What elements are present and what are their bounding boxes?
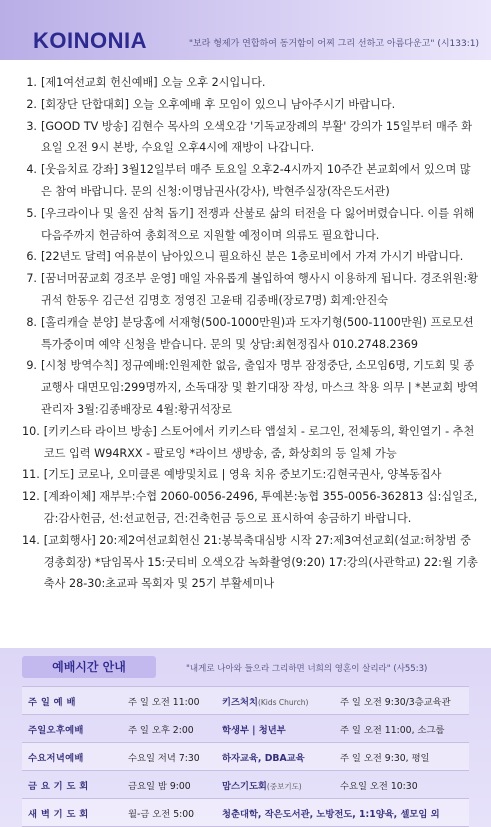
notice-number: 11.: [22, 468, 40, 482]
notice-number: 3.: [26, 119, 37, 133]
service-time: [128, 778, 222, 792]
notice-number: 8.: [26, 315, 37, 329]
notice-item: [22, 72, 481, 94]
notice-number: 10.: [22, 424, 40, 438]
notice-number: 6.: [26, 250, 37, 264]
service-name-text: 주 일 예 배: [28, 696, 76, 708]
dept-name: [222, 750, 340, 764]
notice-item: [22, 116, 481, 160]
service-name-text: 수요저녁예배: [28, 752, 84, 764]
notice-item: [22, 268, 481, 312]
notice-text: [웃음치료 강좌] 3월12일부터 매주 토요일 오후2-4시까지 10주간 본교회에서 있으며 많은 참여 바랍니다. 문의 신청:이명남권사(강사), 박현주실장(작은도서관): [41, 163, 471, 198]
dept-time: [340, 722, 469, 736]
service-name: [22, 722, 128, 736]
notice-text: [회장단 단합대회] 오늘 오후예배 후 모임이 있으니 남아주시기 바랍니다.: [41, 97, 396, 111]
notice-number: 1.: [26, 76, 37, 89]
service-name: [22, 806, 128, 820]
page-title: KOINONIA: [33, 28, 147, 53]
service-name: [22, 750, 128, 764]
dept-name-text: 하자교육, DBA교육: [222, 752, 305, 764]
notice-item: [22, 421, 481, 465]
schedule-row: [22, 799, 469, 827]
dept-name: [222, 806, 440, 820]
schedule-row: [22, 743, 469, 771]
notice-number: 2.: [26, 97, 37, 111]
notice-item: [22, 530, 481, 595]
notice-item: [22, 486, 481, 530]
service-name: [22, 694, 128, 708]
service-name: [22, 778, 128, 792]
notice-number: 12.: [22, 490, 40, 504]
notice-list: [0, 64, 491, 595]
notice-text: [시청 방역수칙] 정규예배:인원제한 없음, 출입자 명부 잠정중단, 소모임6명, 기도회 및 종교행사 대면모임:299명까지, 소독대장 및 환기대장 작성, 마스크 착용 의무 | *본교회 방역 관리자 3월:김종배장로 4월:황귀석장로: [41, 359, 479, 416]
notice-item: [22, 203, 481, 247]
header-verse: "보라 형제가 연합하여 동거함이 어찌 그리 선하고 아름다운고" (시133:1): [188, 39, 479, 49]
notice-text: [홀리캐슬 분양] 분당홈에 서재형(500-1000만원)과 도자기형(500-1100만원) 프로모션 특가중이며 예약 신청을 받습니다. 문의 및 상담:최현정집사 010.2748.2369: [41, 315, 474, 351]
notice-text: [교회행사] 20:제2여선교회헌신 21:봉북축대심방 시작 27:제3여선교회(설교:허창범 중경총회장) *담임목사 15:굿티비 오색오감 녹화촬영(9:20) 17:강의(사관학교) 22:월 기총 축사 28-30:초교파 목회자 및 25기 부활세미나: [43, 533, 478, 591]
notice-text: [기도] 코로나, 오미클론 예방및치료 | 영육 치유 중보기도:김현국권사, 양복동집사: [43, 468, 442, 482]
schedule-row: [22, 715, 469, 743]
dept-subtitle: (Kids Church): [257, 697, 309, 707]
notice-text: [제1여선교회 헌신예배] 오늘 오후 2시입니다.: [41, 76, 266, 89]
worship-title: 예배시간 안내: [22, 656, 156, 678]
dept-time-text: 주 일 오전 9:30/3층교육관: [340, 696, 451, 708]
service-time: [128, 806, 222, 820]
dept-name: [222, 722, 340, 736]
dept-time: [340, 750, 469, 764]
dept-name-text: 학생부 | 청년부: [222, 724, 286, 736]
service-time: [128, 750, 222, 764]
notice-item: [22, 94, 481, 116]
dept-time-text: 주 일 오전 11:00, 소그룹: [340, 724, 445, 736]
notice-number: 7.: [26, 272, 37, 286]
notice-text: [우크라이나 및 울진 삼척 돕기] 전쟁과 산불로 삶의 터전을 다 잃어버렸습니다. 이를 위해 다음주까지 헌금하여 총회적으로 지원할 예정이며 의류도 필요합니다.: [41, 206, 475, 242]
dept-name-text: 키즈처치: [222, 696, 258, 708]
notice-number: 4.: [26, 163, 37, 177]
service-time-text: 주 일 오전 11:00: [128, 696, 200, 708]
dept-name-text: 맘스기도회: [222, 780, 267, 792]
notice-number: 14.: [22, 533, 40, 547]
worship-schedule-table: [22, 686, 469, 827]
service-time-text: 월-금 오전 5:00: [128, 808, 195, 820]
notice-text: [계좌이체] 재부부:수협 2060-0056-2496, 투예본:농협 355-0056-362813 십:십일조, 감:감사헌금, 선:선교헌금, 건:건축헌금 등으로 표시하여 송금하기 바랍니다.: [43, 490, 478, 525]
notice-text: [22년도 달력] 여유분이 남아있으니 필요하신 분은 1층로비에서 가져 가시기 바랍니다.: [41, 250, 464, 264]
notice-number: 5.: [26, 206, 37, 220]
dept-time-text: 수요일 오전 10:30: [340, 780, 418, 792]
service-time-text: 수요일 저녁 7:30: [128, 752, 200, 764]
service-name-text: 새 벽 기 도 회: [28, 808, 89, 820]
service-time-text: 금요일 밤 9:00: [128, 780, 191, 792]
notice-item: [22, 246, 481, 268]
dept-name: [222, 778, 340, 792]
dept-time: [340, 694, 469, 708]
service-name-text: 주일오후예배: [28, 724, 84, 736]
notices-section: [0, 64, 491, 595]
service-time: [128, 722, 222, 736]
service-name-text: 금 요 기 도 회: [28, 780, 89, 792]
notice-text: [키키스타 라이브 방송] 스토어에서 키키스타 앱설치 - 로그인, 전체동의, 확인열기 - 추천코드 입력 W94RXX - 팔로잉 *라이브 생방송, 줌, 화상회의 등 일체 가능: [43, 424, 475, 460]
worship-section: [0, 648, 491, 827]
notice-item: [22, 312, 481, 356]
service-time-text: 주 일 오후 2:00: [128, 724, 194, 736]
header-banner: [0, 0, 491, 60]
notice-text: [꿈너머꿈교회 경조부 운영] 매일 자유롭게 볼입하여 행사시 이용하게 됩니다. 경조위원:황귀석 한동우 김근선 김명호 정영진 고윤태 김종배(장로7명) 회계:안진숙: [41, 272, 479, 307]
dept-name-text: 청춘대학, 작은도서관, 노방전도, 1:1양육, 셀모임 외: [222, 808, 440, 820]
dept-name: [222, 694, 340, 708]
service-time: [128, 694, 222, 708]
schedule-row: [22, 687, 469, 715]
notice-item: [22, 159, 481, 203]
notice-number: 9.: [26, 359, 37, 373]
notice-text: [GOOD TV 방송] 김현수 목사의 오색오감 '기독교장례의 부활' 강의가 15일부터 매주 화요일 오전 9시 본방, 수요일 오후4시에 재방이 나갑니다.: [41, 119, 473, 155]
dept-subtitle: (중보기도): [266, 781, 302, 791]
notice-item: [22, 355, 481, 420]
dept-time: [340, 778, 469, 792]
worship-verse: "내게로 나아와 들으라 그리하면 너희의 영혼이 살리라" (사55:3): [186, 664, 428, 674]
dept-time-text: 주 일 오전 9:30, 평일: [340, 752, 430, 764]
schedule-row: [22, 771, 469, 799]
notice-item: [22, 464, 481, 486]
